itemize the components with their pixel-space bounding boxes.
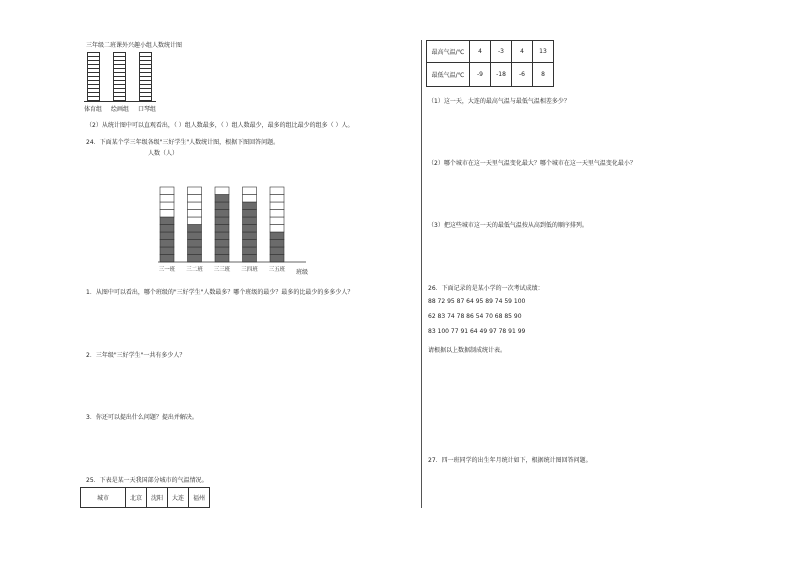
q23-group-label: 口琴组 bbox=[138, 106, 157, 113]
table-cell: 最低气温/℃ bbox=[427, 63, 470, 87]
grid-cell bbox=[160, 195, 174, 203]
q25-table-header bbox=[80, 487, 210, 508]
table-cell: 福州 bbox=[189, 488, 210, 508]
bar-cell-filled bbox=[243, 247, 257, 255]
q23-column-sports bbox=[87, 52, 100, 101]
q23-column-painting bbox=[113, 52, 126, 101]
grid-cell bbox=[160, 210, 174, 218]
grid-cell bbox=[270, 217, 284, 225]
category-label: 三四班 bbox=[241, 267, 258, 273]
bar-cell-filled bbox=[160, 247, 174, 255]
q23-group-label: 绘画组 bbox=[111, 106, 130, 113]
q25-question-3: （3）把这些城市这一天的最低气温按从高到低的顺序排列。 bbox=[428, 222, 588, 229]
table-cell: 4 bbox=[470, 41, 491, 63]
bar-cell-filled bbox=[270, 240, 284, 248]
category-label: 三五班 bbox=[268, 267, 286, 273]
table-cell: 8 bbox=[533, 63, 554, 87]
chart-x-label: 班级 bbox=[296, 269, 309, 276]
grid-cell bbox=[188, 210, 202, 218]
category-label: 三三班 bbox=[213, 267, 231, 273]
grid-cell bbox=[160, 187, 174, 195]
table-cell: 最高气温/℃ bbox=[427, 41, 470, 63]
table-cell: -18 bbox=[491, 63, 512, 87]
bar-cell-filled bbox=[160, 217, 174, 225]
table-row bbox=[427, 63, 554, 87]
q24-chart bbox=[148, 148, 318, 278]
bar-cell-filled bbox=[215, 240, 229, 248]
table-cell: 北京 bbox=[126, 488, 147, 508]
q25-table-temps bbox=[426, 40, 554, 87]
grid-cell bbox=[270, 187, 284, 195]
q24-question-1: 1．从图中可以看出，哪个班级的"三好学生"人数最多？哪个班级的最少？最多的比最少的多多少人？ bbox=[86, 289, 354, 296]
bar-cell-filled bbox=[243, 202, 257, 210]
grid-cell bbox=[188, 195, 202, 203]
bar-cell-filled bbox=[243, 232, 257, 240]
q26-task: 请根据以上数据制成统计表。 bbox=[428, 347, 507, 354]
column-divider bbox=[421, 40, 422, 508]
q23-group-label: 体育组 bbox=[84, 106, 103, 113]
bar-cell-filled bbox=[215, 255, 229, 263]
bar-cell-filled bbox=[270, 232, 284, 240]
grid-cell bbox=[270, 210, 284, 218]
bar-cell-filled bbox=[188, 240, 202, 248]
bar-cell-filled bbox=[243, 210, 257, 218]
grid-cell bbox=[188, 217, 202, 225]
grid-cell bbox=[160, 202, 174, 210]
bar-cell-filled bbox=[215, 210, 229, 218]
table-cell: 沈阳 bbox=[147, 488, 168, 508]
bar-cell-filled bbox=[160, 255, 174, 263]
table-cell: 大连 bbox=[168, 488, 189, 508]
q25-question-2: （2）哪个城市在这一天里气温变化最大？哪个城市在这一天里气温变化最小？ bbox=[428, 160, 636, 167]
q26-data-line: 83 100 77 91 64 49 97 78 91 99 bbox=[428, 328, 526, 335]
bar-cell-filled bbox=[188, 247, 202, 255]
bar-cell-filled bbox=[188, 225, 202, 233]
bar-cell-filled bbox=[243, 240, 257, 248]
bar-cell-filled bbox=[215, 217, 229, 225]
q26-title: 26．下面记录的是某小学的一次考试成绩： bbox=[428, 285, 544, 292]
table-cell: 4 bbox=[512, 41, 533, 63]
bar-cell-filled bbox=[270, 247, 284, 255]
bar-cell-filled bbox=[243, 217, 257, 225]
q25-title: 25．下表是某一天我国部分城市的气温情况。 bbox=[86, 477, 208, 484]
q26-data-line: 62 83 74 78 86 54 70 68 85 90 bbox=[428, 313, 522, 320]
q27-title: 27．四一班同学的出生年月统计如下，根据统计图回答问题。 bbox=[428, 457, 592, 464]
q25-question-1: （1）这一天，大连的最高气温与最低气温相差多少？ bbox=[428, 98, 570, 105]
bar-cell-filled bbox=[160, 240, 174, 248]
category-label: 三一班 bbox=[158, 267, 176, 273]
q23-sub-question-2: （2）从统计图中可以直观看出，（ ）组人数最多，（ ）组人数最少，最多的组比最少的组多（ ）人。 bbox=[86, 122, 354, 129]
grid-cell bbox=[243, 195, 257, 203]
grid-cell bbox=[188, 187, 202, 195]
table-cell: -3 bbox=[491, 41, 512, 63]
bar-cell-filled bbox=[243, 225, 257, 233]
bar-cell-filled bbox=[188, 255, 202, 263]
q23-mini-chart bbox=[84, 52, 174, 108]
grid-cell bbox=[270, 195, 284, 203]
chart-y-label: 人数（人） bbox=[148, 150, 179, 157]
bar-cell-filled bbox=[215, 202, 229, 210]
bar-cell-filled bbox=[160, 232, 174, 240]
grid-cell bbox=[270, 225, 284, 233]
q24-question-3: 3．你还可以提出什么问题？提出并解决。 bbox=[86, 414, 198, 421]
table-row bbox=[427, 41, 554, 63]
bar-cell-filled bbox=[243, 255, 257, 263]
grid-cell bbox=[215, 187, 229, 195]
category-label: 三二班 bbox=[186, 267, 203, 273]
table-cell: -6 bbox=[512, 63, 533, 87]
q26-data-line: 88 72 95 87 64 95 89 74 59 100 bbox=[428, 298, 526, 305]
table-cell: 城市 bbox=[81, 488, 126, 508]
bar-cell-filled bbox=[215, 232, 229, 240]
table-cell: 13 bbox=[533, 41, 554, 63]
table-cell: -9 bbox=[470, 63, 491, 87]
q24-question-2: 2．三年级"三好学生"一共有多少人？ bbox=[86, 352, 186, 359]
bar-cell-filled bbox=[215, 195, 229, 203]
q24-title: 24．下面某个学三年级各级"三好学生"人数统计图，根据下图回答问题。 bbox=[86, 139, 280, 146]
q24-bar-chart bbox=[148, 148, 318, 278]
bar-cell-filled bbox=[270, 255, 284, 263]
bar-cell-filled bbox=[188, 232, 202, 240]
q23-title: 三年级二班课外兴趣小组人数统计图 bbox=[86, 42, 183, 49]
grid-cell bbox=[243, 187, 257, 195]
bar-cell-filled bbox=[160, 225, 174, 233]
bar-cell-filled bbox=[215, 225, 229, 233]
q23-column-harmonica bbox=[139, 52, 152, 101]
grid-cell bbox=[188, 202, 202, 210]
grid-cell bbox=[270, 202, 284, 210]
bar-cell-filled bbox=[215, 247, 229, 255]
